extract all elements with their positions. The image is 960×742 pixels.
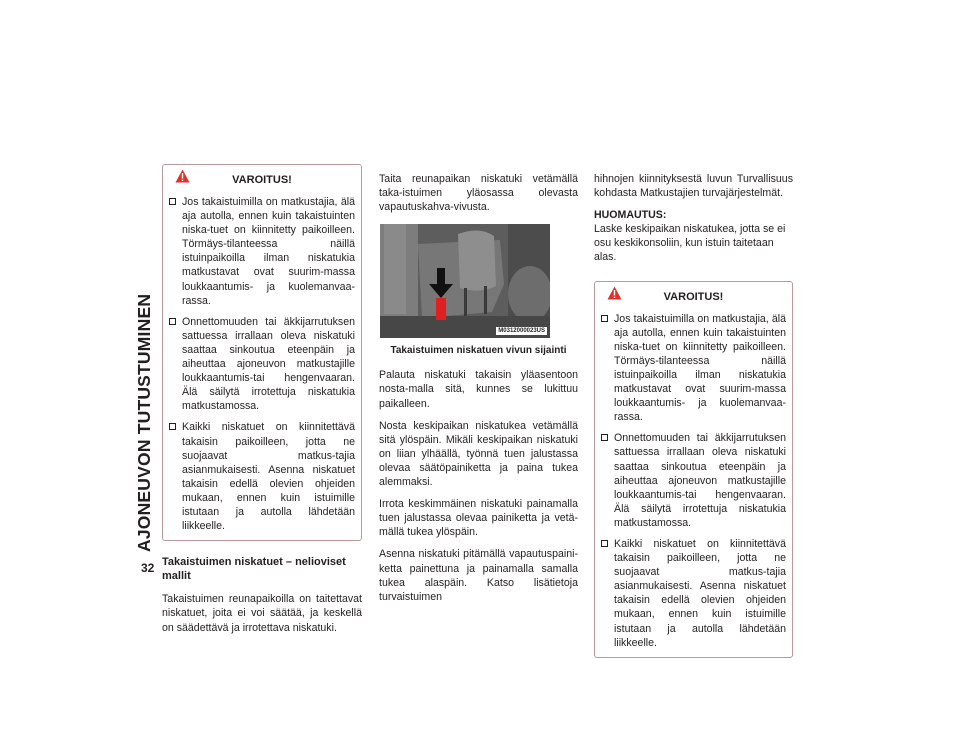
note-text: Laske keskipaikan niskatukea, jotta se ei osu keskikonsoliin, kun istuin taitetaan alas.	[594, 223, 786, 264]
warning-item	[601, 537, 786, 650]
warning-title: VAROITUS!	[663, 290, 724, 303]
warning-box-1	[162, 164, 362, 541]
warning-list	[169, 195, 355, 533]
warning-item	[169, 420, 355, 533]
warning-item	[169, 195, 355, 308]
warning-item	[169, 315, 355, 414]
warning-item-text: Jos takaistuimilla on matkustajia, älä aja autolla, ennen kuin takaistuinten niska-tuet on kiinnitetty paikoilleen. Törmäys-tilanteessa näillä istuinpaikoilla ilman niskatukia matkustavat ovat suurim-massa loukkaantumis- ja kuolemanvaa-rassa.	[182, 196, 355, 307]
figure-code: M0312000023US	[498, 328, 545, 335]
paragraph: Palauta niskatuki takaisin yläasentoon nosta-malla sitä, kunnes se lukittuu paikalleen.	[379, 369, 578, 410]
warning-item	[601, 312, 786, 425]
warning-triangle-icon	[175, 169, 190, 183]
column-3	[594, 172, 793, 658]
figure-caption: Takaistuimen niskatuen vivun sijainti	[390, 345, 567, 357]
column-2	[379, 172, 578, 612]
paragraph: Irrota keskimmäinen niskatuki painamalla tuen jalustassa olevaa painiketta ja vetä-mällä tukea ylöspäin.	[379, 498, 578, 539]
warning-item-text: Onnettomuuden tai äkkijarrutuksen sattuessa irrallaan oleva niskatuki saattaa sinkoutua eteenpäin ja aiheuttaa ajoneuvon matkustajille loukkaantumis-tai hengenvaaran. Älä säilytä irrotettuja niskatukia matkustamossa.	[614, 432, 786, 529]
warning-title: VAROITUS!	[232, 174, 292, 186]
column-1	[162, 164, 362, 643]
square-bullet-icon	[169, 423, 176, 430]
warning-triangle-icon	[607, 286, 622, 300]
warning-item-text: Kaikki niskatuet on kiinnitettävä takaisin paikoilleen, jotta ne suojaavat matkus-tajia asianmukaisesti. Asenna niskatuet takaisin edellä olevien ohjeiden mukaan, ennen kuin istuimille istutaan ja autolla lähdetään liikkeelle.	[182, 421, 355, 533]
square-bullet-icon	[601, 434, 608, 441]
warning-item	[601, 431, 786, 530]
subheading: Takaistuimen niskatuet – nelioviset mallit	[162, 556, 346, 583]
paragraph: hihnojen kiinnityksestä luvun Turvallisuus kohdasta Matkustajien turvajärjestelmät.	[594, 173, 793, 200]
warning-item-text: Kaikki niskatuet on kiinnitettävä takaisin paikoilleen, jotta ne suojaavat matkus-tajia asianmukaisesti. Asenna niskatuet takaisin edellä olevien ohjeiden mukaan, ennen kuin istuimille istutaan ja autolla lähdetään liikkeelle.	[614, 537, 786, 649]
headrest-illustration	[380, 224, 550, 338]
square-bullet-icon	[601, 540, 608, 547]
square-bullet-icon	[169, 198, 176, 205]
warning-list	[601, 312, 786, 650]
headrest-lever-photo	[380, 224, 550, 338]
warning-item-text: Jos takaistuimilla on matkustajia, älä aja autolla, ennen kuin takaistuinten niska-tuet on kiinnitetty paikoilleen. Törmäys-tilanteessa näillä istuinpaikoilla ilman niskatukia matkustavat ovat suurim-massa loukkaantumis- ja kuolemanvaa-rassa.	[614, 312, 786, 424]
paragraph: Asenna niskatuki pitämällä vapautuspaini-ketta painettuna ja painamalla samalla tukea alaspäin. Katso lisätietoja turvaistuimen	[379, 548, 578, 603]
warning-item-text: Onnettomuuden tai äkkijarrutuksen sattuessa irrallaan oleva niskatuki saattaa sinkoutua eteenpäin ja aiheuttaa ajoneuvon matkustajille loukkaantumis-tai hengenvaaran. Älä säilytä irrotettuja niskatukia matkustamossa.	[182, 315, 355, 413]
paragraph: Takaistuimen reunapaikoilla on taitettavat niskatuet, joita ei voi säätää, ja keskellä on säädettävä ja irrotettava niskatuki.	[162, 593, 362, 634]
paragraph: Taita reunapaikan niskatuki vetämällä taka-istuimen yläosassa olevasta vapautuskahva-vivusta.	[379, 173, 578, 214]
note-label: HUOMAUTUS:	[594, 209, 667, 222]
section-title-vertical: AJONEUVON TUTUSTUMINEN	[134, 293, 154, 552]
warning-header	[169, 165, 355, 195]
paragraph: Nosta keskipaikan niskatukea vetämällä sitä ylöspäin. Mikäli keskipaikan niskatuki on liian ylhäällä, työnnä tuen jalustassa olevaa säätöpainiketta ja paina tukea alemmaksi.	[379, 419, 578, 489]
square-bullet-icon	[169, 318, 176, 325]
square-bullet-icon	[601, 315, 608, 322]
page-number: 32	[141, 561, 155, 575]
warning-box-2	[594, 281, 793, 658]
warning-header	[601, 282, 786, 312]
